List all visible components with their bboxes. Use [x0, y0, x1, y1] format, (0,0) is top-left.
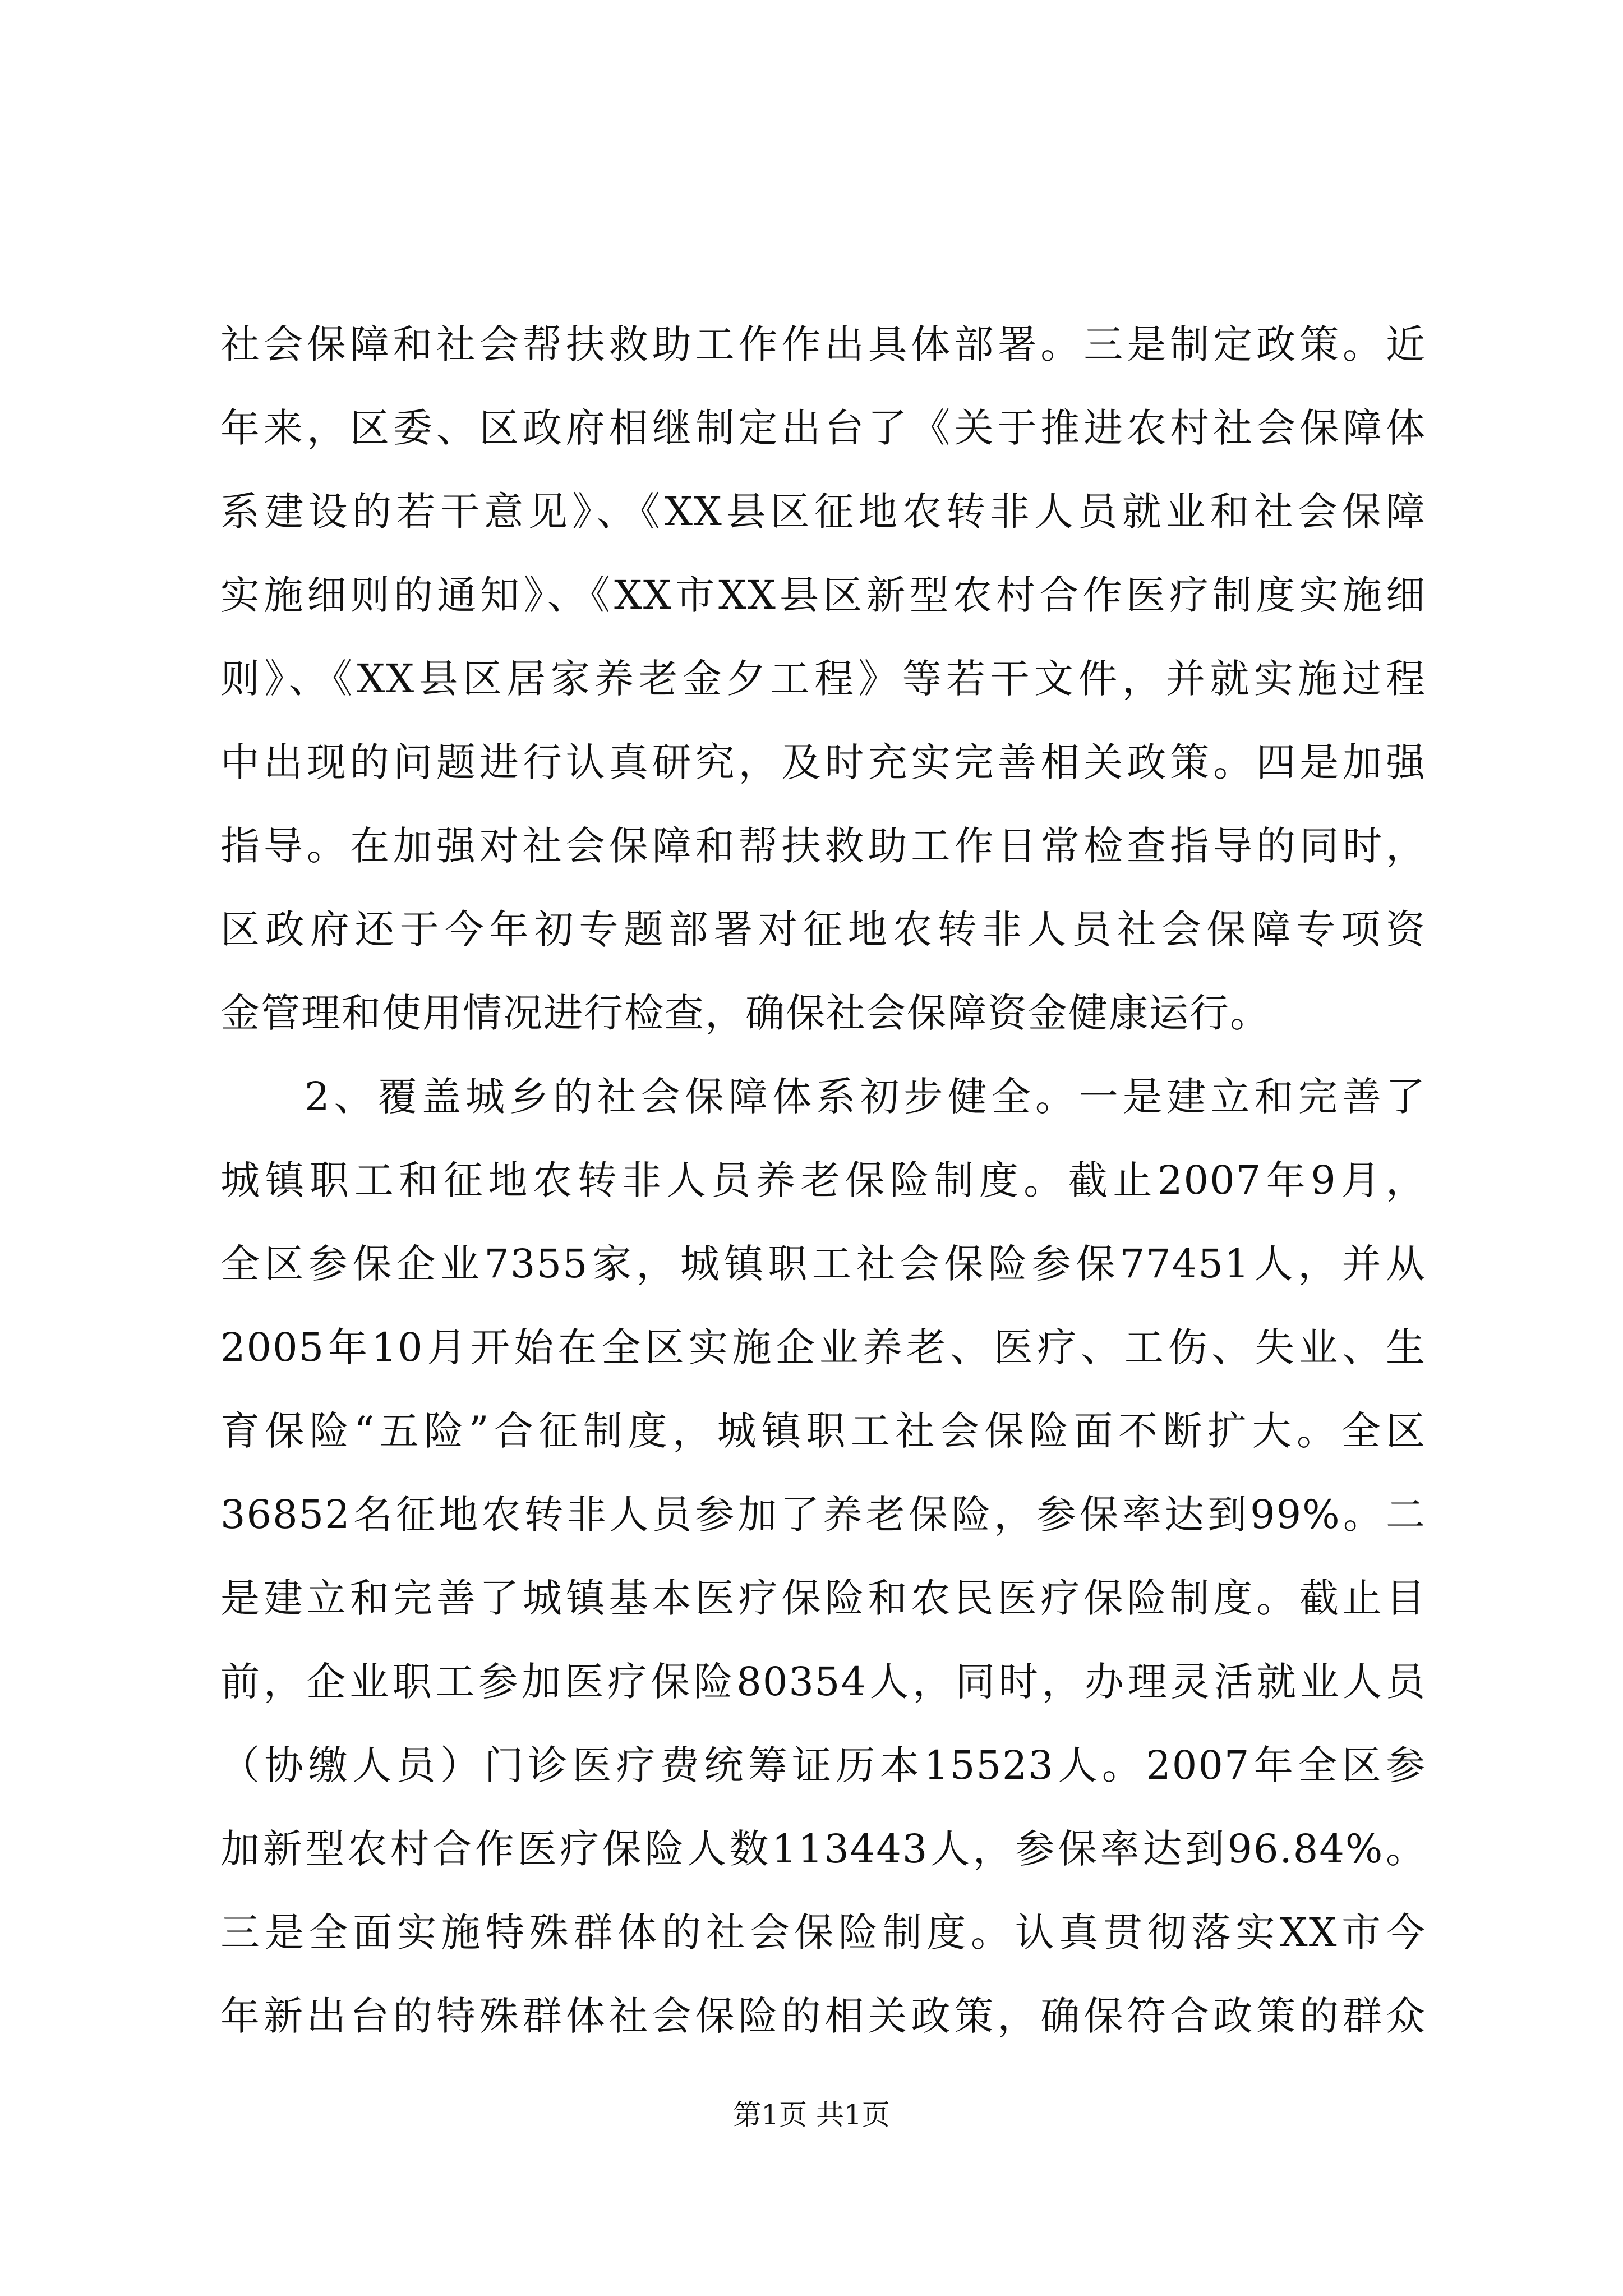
- text-line: 中出现的问题进行认真研究，及时充实完善相关政策。四是加强: [220, 739, 1426, 785]
- text-line: 2、覆盖城乡的社会保障体系初步健全。一是建立和完善了: [305, 1074, 1426, 1120]
- text-line: 金管理和使用情况进行检查，确保社会保障资金健康运行。: [220, 990, 1270, 1036]
- text-line: 三是全面实施特殊群体的社会保险制度。认真贯彻落实XX市今: [220, 1910, 1426, 1955]
- text-line: 是建立和完善了城镇基本医疗保险和农民医疗保险制度。截止目: [220, 1575, 1426, 1621]
- paragraph-2: [220, 1055, 1426, 2058]
- text-line: （协缴人员）门诊医疗费统筹证历本15523人。2007年全区参: [220, 1742, 1426, 1788]
- text-line: 指导。在加强对社会保障和帮扶救助工作日常检查指导的同时，: [220, 823, 1426, 869]
- text-line: 年新出台的特殊群体社会保险的相关政策，确保符合政策的群众: [220, 1993, 1426, 2039]
- text-line: 系建设的若干意见》、《XX县区征地农转非人员就业和社会保障: [220, 489, 1426, 535]
- text-line: 区政府还于今年初专题部署对征地农转非人员社会保障专项资: [220, 907, 1426, 953]
- text-line: 前，企业职工参加医疗保险80354人，同时，办理灵活就业人员: [220, 1659, 1426, 1705]
- page-footer: [0, 2098, 1623, 2132]
- page-number-label: 第1页 共1页: [733, 2099, 890, 2131]
- text-line: 实施细则的通知》、《XX市XX县区新型农村合作医疗制度实施细: [220, 572, 1426, 618]
- text-line: 全区参保企业7355家，城镇职工社会保险参保77451人，并从: [220, 1241, 1426, 1287]
- text-line: 社会保障和社会帮扶救助工作作出具体部署。三是制定政策。近: [220, 321, 1426, 367]
- text-line: 2005年10月开始在全区实施企业养老、医疗、工伤、失业、生: [220, 1324, 1426, 1370]
- text-line: 城镇职工和征地农转非人员养老保险制度。截止2007年9月，: [220, 1157, 1426, 1203]
- document-body: [220, 303, 1426, 2058]
- text-line: 36852名征地农转非人员参加了养老保险，参保率达到99%。二: [220, 1492, 1426, 1538]
- text-line: 年来，区委、区政府相继制定出台了《关于推进农村社会保障体: [220, 405, 1426, 451]
- text-line: 加新型农村合作医疗保险人数113443人，参保率达到96.84%。: [220, 1826, 1426, 1872]
- text-line: 则》、《XX县区居家养老金夕工程》等若干文件，并就实施过程: [220, 656, 1426, 702]
- paragraph-1: [220, 303, 1426, 1055]
- text-line: 育保险“五险”合征制度，城镇职工社会保险面不断扩大。全区: [220, 1408, 1426, 1454]
